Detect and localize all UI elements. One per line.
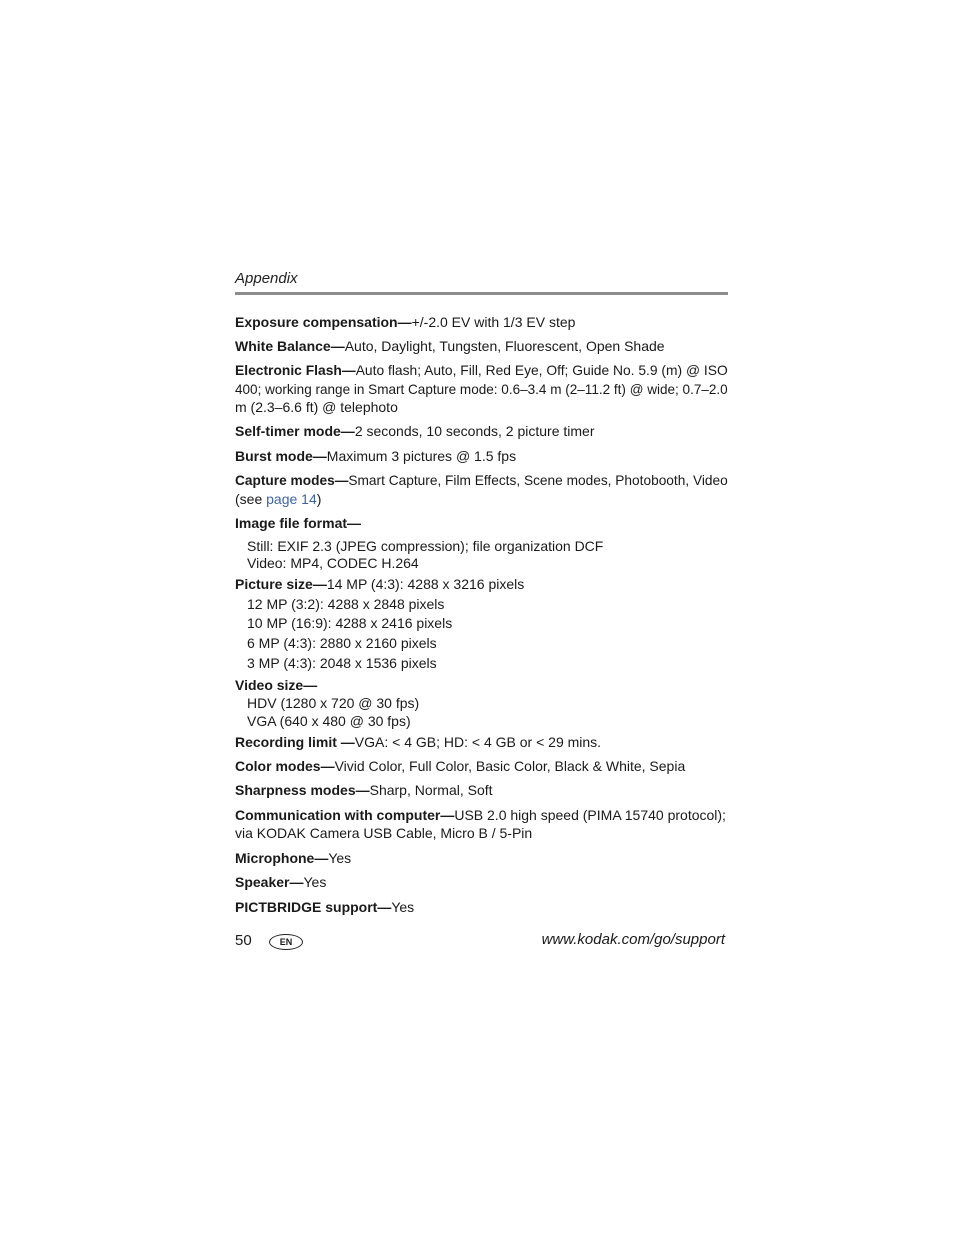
page-14-link[interactable]: page 14 xyxy=(266,491,317,507)
manual-page xyxy=(235,0,728,1235)
spec-label: Capture modes— xyxy=(235,472,349,488)
spec-communication-line2: via KODAK Camera USB Cable, Micro B / 5-Pin xyxy=(235,825,533,841)
spec-color-modes xyxy=(235,757,685,775)
spec-video-size-label: Video size— xyxy=(235,677,318,693)
spec-pictbridge xyxy=(235,898,414,916)
spec-value: Vivid Color, Full Color, Basic Color, Black & White, Sepia xyxy=(334,758,686,774)
language-badge: EN xyxy=(269,934,303,950)
spec-picture-size xyxy=(235,575,524,593)
spec-speaker xyxy=(235,873,326,891)
spec-capture-line2 xyxy=(235,490,321,508)
picture-size-item: 10 MP (16:9): 4288 x 2416 pixels xyxy=(247,615,453,631)
spec-label: Burst mode— xyxy=(235,448,327,464)
header-divider xyxy=(235,292,728,295)
spec-label: Electronic Flash— xyxy=(235,362,356,378)
spec-value: Yes xyxy=(303,874,327,890)
spec-value: +/-2.0 EV with 1/3 EV step xyxy=(411,314,576,330)
spec-burst xyxy=(235,447,516,465)
section-title: Appendix xyxy=(235,270,298,287)
spec-value: 14 MP (4:3): 4288 x 3216 pixels xyxy=(326,576,525,592)
see-prefix: (see xyxy=(235,491,267,507)
spec-label: Speaker— xyxy=(235,874,304,890)
spec-image-format-still: Still: EXIF 2.3 (JPEG compression); file organization DCF xyxy=(247,538,604,554)
spec-label: Recording limit — xyxy=(235,734,355,750)
spec-value: Smart Capture, Film Effects, Scene modes, Photobooth, Video xyxy=(348,472,728,488)
video-size-vga: VGA (640 x 480 @ 30 fps) xyxy=(247,713,411,729)
spec-value: USB 2.0 high speed (PIMA 15740 protocol); xyxy=(454,807,726,823)
spec-image-format-label: Image file format— xyxy=(235,515,362,531)
see-suffix: ) xyxy=(316,491,322,507)
spec-label: Exposure compensation— xyxy=(235,314,412,330)
spec-label: Microphone— xyxy=(235,850,329,866)
spec-exposure xyxy=(235,313,575,331)
page-number: 50 xyxy=(235,932,252,949)
spec-capture xyxy=(235,471,728,489)
spec-label: Picture size— xyxy=(235,576,327,592)
spec-flash-line3: m (2.3–6.6 ft) @ telephoto xyxy=(235,399,398,415)
picture-size-item: 12 MP (3:2): 4288 x 2848 pixels xyxy=(247,596,445,612)
spec-value: Yes xyxy=(328,850,352,866)
spec-white-balance xyxy=(235,337,665,355)
spec-sharpness xyxy=(235,781,493,799)
spec-value: VGA: < 4 GB; HD: < 4 GB or < 29 mins. xyxy=(354,734,602,750)
picture-size-item: 3 MP (4:3): 2048 x 1536 pixels xyxy=(247,655,437,671)
spec-image-format-video: Video: MP4, CODEC H.264 xyxy=(247,555,419,571)
spec-value: Auto flash; Auto, Fill, Red Eye, Off; Guide No. 5.9 (m) @ ISO xyxy=(355,362,728,378)
spec-value: Yes xyxy=(391,899,415,915)
spec-label: Sharpness modes— xyxy=(235,782,370,798)
spec-value: Sharp, Normal, Soft xyxy=(369,782,493,798)
spec-value: Auto, Daylight, Tungsten, Fluorescent, Open Shade xyxy=(344,338,665,354)
video-size-hdv: HDV (1280 x 720 @ 30 fps) xyxy=(247,695,420,711)
spec-flash xyxy=(235,361,728,379)
picture-size-item: 6 MP (4:3): 2880 x 2160 pixels xyxy=(247,635,437,651)
spec-microphone xyxy=(235,849,351,867)
spec-communication xyxy=(235,806,726,824)
spec-value: Maximum 3 pictures @ 1.5 fps xyxy=(326,448,517,464)
spec-label: Color modes— xyxy=(235,758,335,774)
support-url: www.kodak.com/go/support xyxy=(541,931,725,948)
spec-label: PICTBRIDGE support— xyxy=(235,899,392,915)
spec-label: Self-timer mode— xyxy=(235,423,355,439)
spec-label: Communication with computer— xyxy=(235,807,455,823)
spec-self-timer xyxy=(235,422,595,440)
spec-recording-limit xyxy=(235,733,601,751)
spec-label: White Balance— xyxy=(235,338,345,354)
spec-value: 2 seconds, 10 seconds, 2 picture timer xyxy=(354,423,595,439)
spec-flash-line2: 400; working range in Smart Capture mode: 0.6–3.4 m (2–11.2 ft) @ wide; 0.7–2.0 xyxy=(235,381,728,397)
